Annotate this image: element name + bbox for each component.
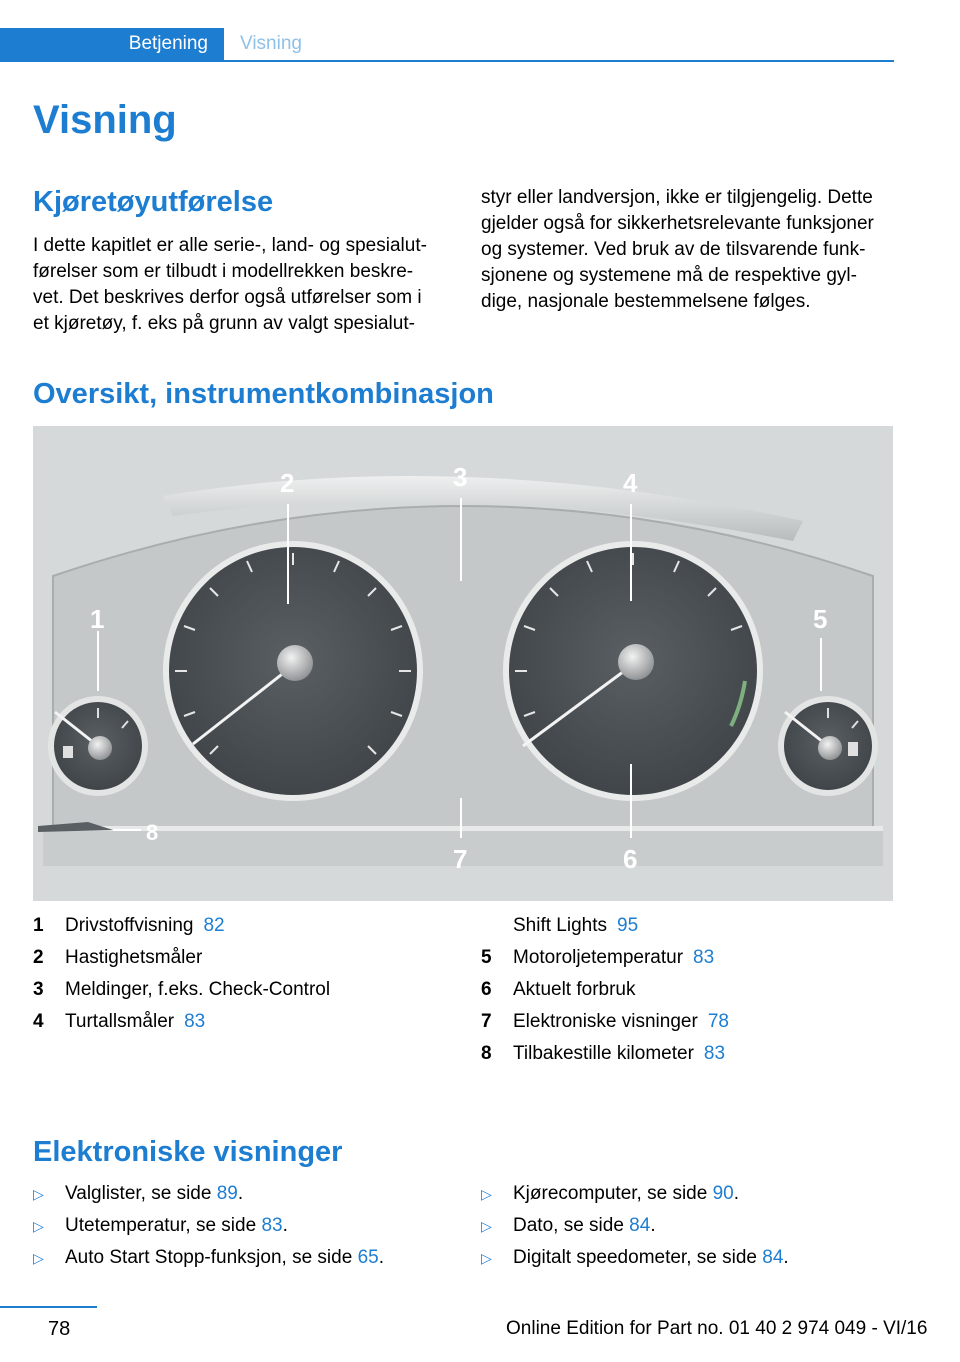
list-end: . [733, 1183, 740, 1204]
callout-6: 6 [623, 844, 638, 874]
legend-item [33, 942, 463, 974]
page-title: Visning [33, 98, 177, 142]
page-link[interactable]: 89 [216, 1183, 238, 1204]
text-line: I dette kapitlet er alle serie-, land- og spesialut- [33, 235, 427, 256]
legend-left [33, 910, 463, 1038]
tab-betjening[interactable]: Betjening [0, 28, 224, 62]
legend-text: Drivstoffvisning [65, 915, 194, 936]
list-text: Utetemperatur, se side [65, 1215, 262, 1236]
page-link[interactable]: 90 [712, 1183, 734, 1204]
list-text: Kjørecomputer, se side [513, 1183, 713, 1204]
list-item [33, 1210, 463, 1242]
triangle-bullet-icon: ▷ [481, 1250, 492, 1266]
triangle-bullet-icon: ▷ [33, 1186, 44, 1202]
callout-1: 1 [90, 604, 105, 634]
legend-text: Motoroljetemperatur [513, 947, 684, 968]
intro-column-right [481, 185, 901, 315]
chapter-header [0, 28, 894, 62]
triangle-bullet-icon: ▷ [481, 1218, 492, 1234]
list-text: Dato, se side [513, 1215, 630, 1236]
page-link[interactable]: 78 [707, 1011, 729, 1032]
text-line: et kjøretøy, f. eks på grunn av valgt spesialut- [33, 313, 415, 334]
triangle-bullet-icon: ▷ [481, 1186, 492, 1202]
list-item [481, 1178, 901, 1210]
triangle-bullet-icon: ▷ [33, 1250, 44, 1266]
legend-item [33, 974, 463, 1006]
legend-number: 5 [481, 947, 492, 968]
section-title-vehicle-version: Kjøretøyutførelse [33, 186, 274, 218]
list-text: Digitalt speedometer, se side [513, 1247, 763, 1268]
callout-8: 8 [146, 820, 159, 845]
callout-2: 2 [280, 468, 295, 498]
legend-item [33, 1006, 463, 1038]
oil-temperature-gauge [778, 696, 878, 796]
text-line: gjelder også for sikkerhetsrelevante funksjoner [481, 213, 874, 234]
legend-item [481, 1038, 901, 1070]
page-link[interactable]: 83 [703, 1043, 726, 1064]
legend-right [481, 910, 901, 1070]
legend-text: Elektroniske visninger [513, 1011, 698, 1032]
legend-text: Hastighetsmåler [65, 947, 203, 968]
legend-number: 4 [33, 1011, 44, 1032]
page-link[interactable]: 82 [203, 915, 225, 936]
page-link[interactable]: 83 [261, 1215, 283, 1236]
footer-rule [0, 1306, 97, 1308]
legend-item [33, 910, 463, 942]
list-text: Auto Start Stopp-funksjon, se side [65, 1247, 358, 1268]
legend-text: Meldinger, f.eks. Check-Control [65, 979, 331, 1000]
text-line: sjonene og systemene må de respektive gyl- [481, 265, 857, 286]
legend-text: Turtallsmåler [65, 1011, 175, 1032]
instrument-cluster-illustration [33, 426, 893, 901]
section-title-electronic-displays: Elektroniske visninger [33, 1136, 343, 1168]
page-link[interactable]: 84 [629, 1215, 651, 1236]
speedometer [163, 541, 423, 801]
list-item [481, 1210, 901, 1242]
legend-text: Shift Lights [513, 915, 607, 936]
text-line: styr eller landversjon, ikke er tilgjengelig. Dette [481, 187, 873, 208]
list-end: . [237, 1183, 244, 1204]
page-link[interactable]: 65 [357, 1247, 379, 1268]
list-end: . [650, 1215, 656, 1236]
list-item [481, 1242, 901, 1274]
legend-number: 2 [33, 947, 44, 968]
list-item [33, 1242, 463, 1274]
tab-visning[interactable]: Visning [240, 33, 302, 54]
callout-7: 7 [453, 844, 468, 874]
legend-item [481, 974, 901, 1006]
tachometer [503, 541, 763, 801]
callout-3: 3 [453, 462, 468, 492]
edition-note: Online Edition for Part no. 01 40 2 974 049 - VI/16 [506, 1318, 928, 1339]
page-number: 78 [48, 1318, 71, 1340]
page-link[interactable]: 95 [617, 915, 639, 936]
legend-number: 6 [481, 979, 492, 1000]
intro-column-left [33, 233, 453, 337]
list-end: . [378, 1247, 384, 1268]
legend-item [481, 1006, 901, 1038]
list-item [33, 1178, 463, 1210]
text-line: vet. Det beskrives derfor også utførelser som i [33, 287, 422, 308]
text-line: og systemer. Ved bruk av de tilsvarende funk- [481, 239, 866, 260]
fuel-gauge [48, 696, 148, 796]
legend-number: 7 [481, 1011, 492, 1032]
page-link[interactable]: 83 [693, 947, 715, 968]
legend-item [481, 942, 901, 974]
legend-number: 3 [33, 979, 44, 1000]
text-line: førelser som er tilbudt i modellrekken beskre- [33, 261, 414, 282]
list-end: . [282, 1215, 288, 1236]
legend-number: 1 [33, 915, 44, 936]
text-line: dige, nasjonale bestemmelsene følges. [481, 291, 811, 312]
page-link[interactable]: 83 [184, 1011, 206, 1032]
page-link[interactable]: 84 [762, 1247, 784, 1268]
section-title-instrument-overview: Oversikt, instrumentkombinasjon [33, 378, 494, 410]
list-text: Valglister, se side [65, 1183, 217, 1204]
legend-item [481, 910, 901, 942]
legend-number: 8 [481, 1043, 492, 1064]
legend-text: Tilbakestille kilometer [513, 1043, 694, 1064]
triangle-bullet-icon: ▷ [33, 1218, 44, 1234]
legend-text: Aktuelt forbruk [513, 979, 636, 1000]
callout-5: 5 [813, 604, 828, 634]
bullet-list-left [33, 1178, 463, 1274]
callout-4: 4 [623, 468, 638, 498]
list-end: . [783, 1247, 789, 1268]
bullet-list-right [481, 1178, 901, 1274]
